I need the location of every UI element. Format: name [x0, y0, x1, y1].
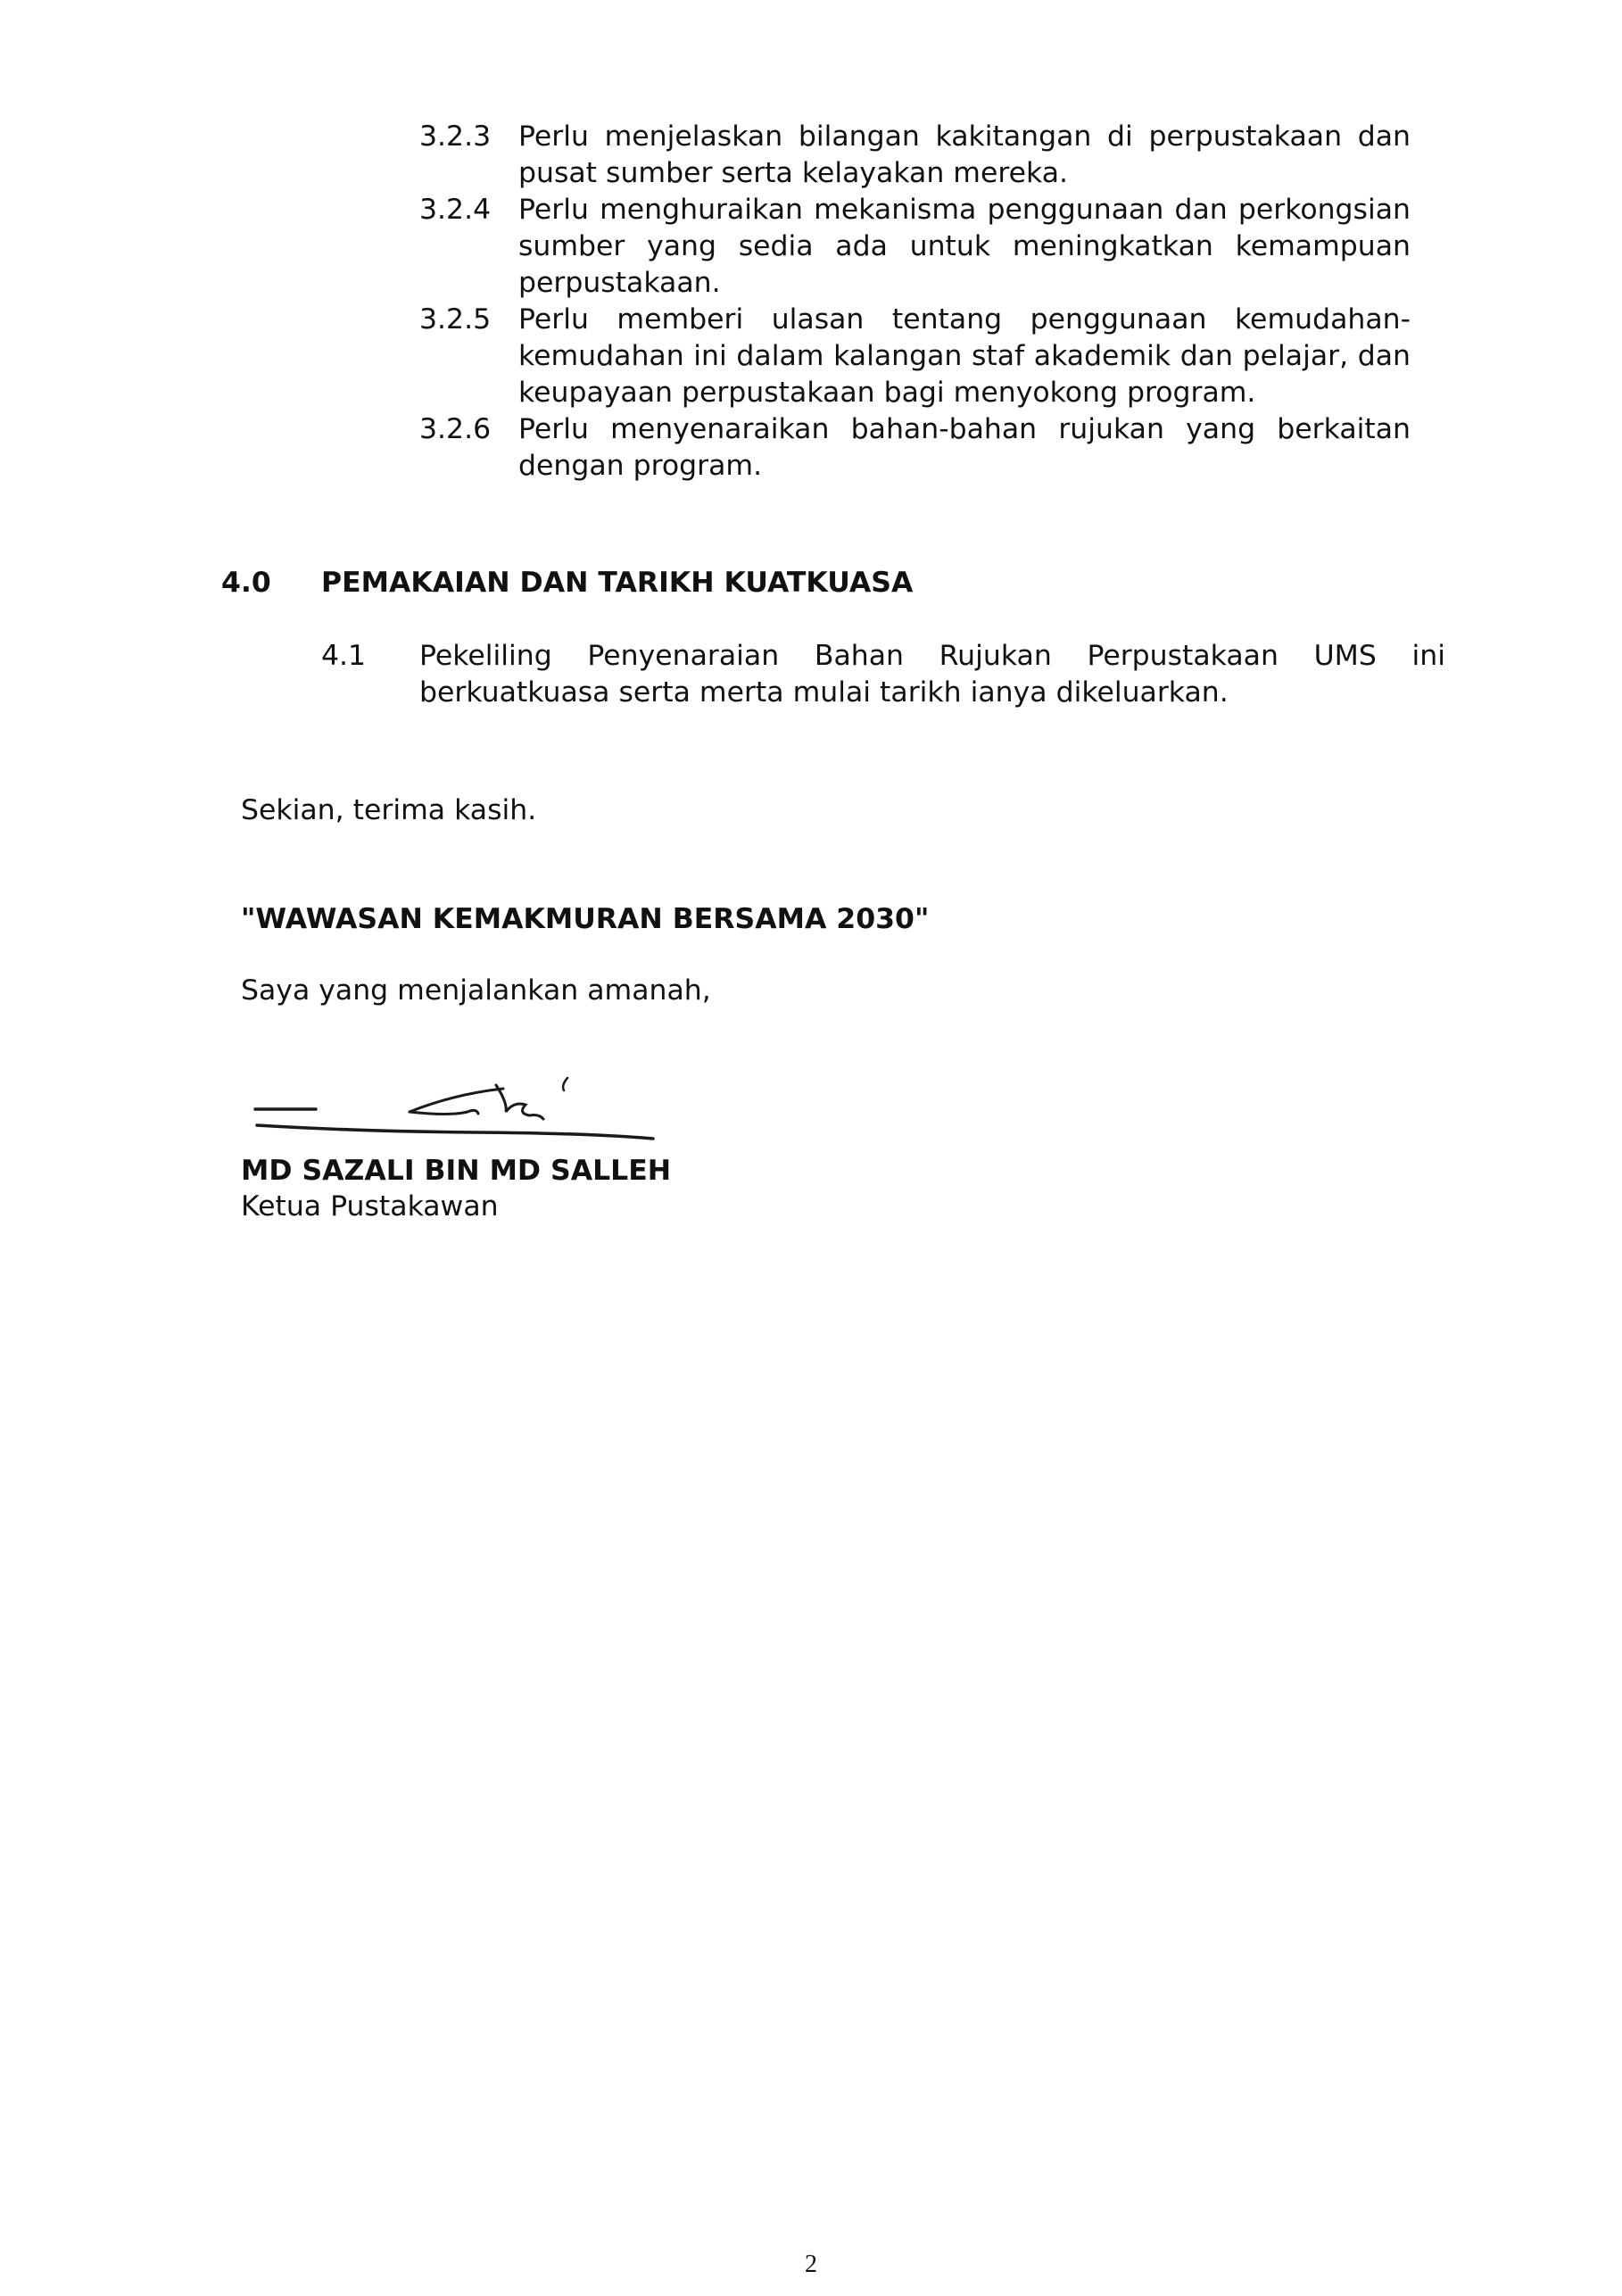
- subsection-text: Perlu menjelaskan bilangan kakitangan di perpustakaan dan pusat sumber serta kelayakan mereka.: [518, 120, 1411, 189]
- subsection-text: Perlu menyenaraikan bahan-bahan rujukan yang berkaitan dengan program.: [518, 413, 1411, 482]
- signature-image: [253, 1067, 655, 1148]
- closing-thanks: Sekian, terima kasih.: [241, 794, 537, 826]
- subsection-text: Perlu menghuraikan mekanisma penggunaan dan perkongsian sumber yang sedia ada untuk meningkatkan kemampuan perpustakaan.: [518, 194, 1411, 299]
- subsection-number: 3.2.3: [419, 120, 492, 153]
- section-item-text: Pekeliling Penyenaraian Bahan Rujukan Perpustakaan UMS ini berkuatkuasa serta merta mulai tarikh ianya dikeluarkan.: [419, 640, 1445, 709]
- subsection-number: 3.2.5: [419, 303, 492, 336]
- closing-trust: Saya yang menjalankan amanah,: [241, 974, 711, 1007]
- section-item-number: 4.1: [321, 640, 367, 672]
- subsection-number: 3.2.4: [419, 194, 492, 226]
- signatory-title: Ketua Pustakawan: [241, 1190, 499, 1223]
- subsection-text: Perlu memberi ulasan tentang penggunaan kemudahan-kemudahan ini dalam kalangan staf akademik dan pelajar, dan keupayaan perpustakaan bagi menyokong program.: [518, 303, 1411, 409]
- subsection-number: 3.2.6: [419, 413, 492, 445]
- closing-motto: "WAWASAN KEMAKMURAN BERSAMA 2030": [241, 903, 930, 935]
- section-heading: PEMAKAIAN DAN TARIKH KUATKUASA: [321, 567, 914, 599]
- signatory-name: MD SAZALI BIN MD SALLEH: [241, 1155, 672, 1187]
- page-number: 2: [805, 2250, 817, 2278]
- section-number: 4.0: [221, 567, 271, 599]
